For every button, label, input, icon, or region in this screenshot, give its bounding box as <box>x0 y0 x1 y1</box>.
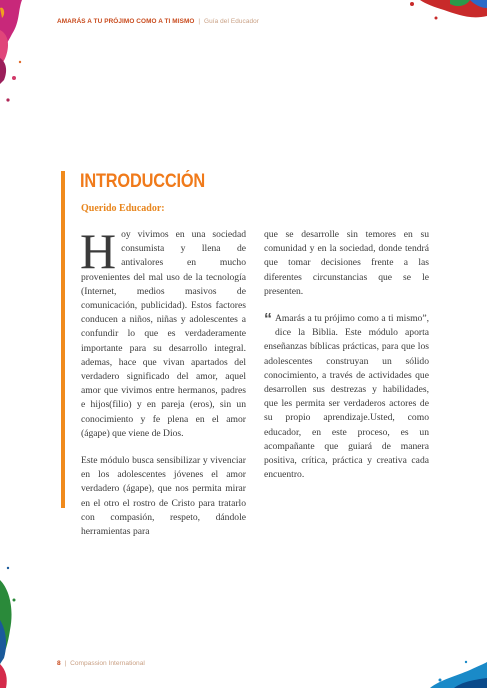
section-title: INTRODUCCIÓN <box>80 171 206 192</box>
drop-cap: H <box>80 223 117 279</box>
text-column-right <box>264 228 429 495</box>
salutation: Querido Educador: <box>81 203 165 214</box>
organization-name: Compassion International <box>70 660 145 667</box>
running-header <box>57 18 259 25</box>
paragraph: que se desarrolle sin temores en su comunidad y en la sociedad, donde tendrá que tomar decisiones frente a las diferentes circunstancias que se le presenten. <box>264 229 429 297</box>
header-separator: | <box>198 18 201 25</box>
footer-separator: | <box>64 660 67 667</box>
page-footer <box>57 660 145 667</box>
quote-mark-icon: “ <box>264 311 272 329</box>
paragraph: Este módulo busca sensibilizar y vivenciar en los adolescentes jóvenes el amor verdadero (ágape), que nos permita mirar en el otro el rostro de Cristo para tratarlo con compasión, respeto, dándole herramientas para <box>81 455 246 538</box>
paragraph <box>80 223 246 441</box>
paint-splash-top-right <box>400 0 487 30</box>
section-accent-bar <box>61 171 65 508</box>
paragraph-text: oy vivimos en una sociedad consumista y llena de antivalores en mucho provenientes del mal uso de la tecnología (Internet, medios masivos de comunicación, publicidad). Estos factores conducen a niños, niñas y adolescentes a confundir lo que es verdaderamente importante para su desarrollo integral. ademas, hace que vivan apartados del verdadero significado del amor, aquel amor que vivimos entre hermanos, padres e hijos(filio) y en pareja (eros), sin un conocimiento y fe plena en el amor (ágape) que viene de Dios. <box>81 229 246 439</box>
paint-splash-top-left <box>0 0 40 110</box>
text-column-left <box>80 223 246 552</box>
paint-splash-bottom-left <box>0 560 24 688</box>
paragraph-text: Amarás a tu prójimo como a ti mismo”, dice la Biblia. Este módulo aporta enseñanzas bíblicas prácticas, para que los adolescentes construyan un sólido conocimiento, a través de actividades que desarrollen sus destrezas y habilidades, que les permita ser verdaderos actores de su propio aprendizaje.Usted, como educador, en este proceso, es un acompañante que guiará de manera positiva, crítica, práctica y creativa cada encuentro. <box>264 313 429 481</box>
series-title: AMARÁS A TU PRÓJIMO COMO A TI MISMO <box>57 18 195 25</box>
paragraph <box>264 312 429 482</box>
paint-splash-bottom-right <box>410 640 487 688</box>
guide-label: Guía del Educador <box>204 18 260 25</box>
page-number: 8 <box>57 660 61 667</box>
